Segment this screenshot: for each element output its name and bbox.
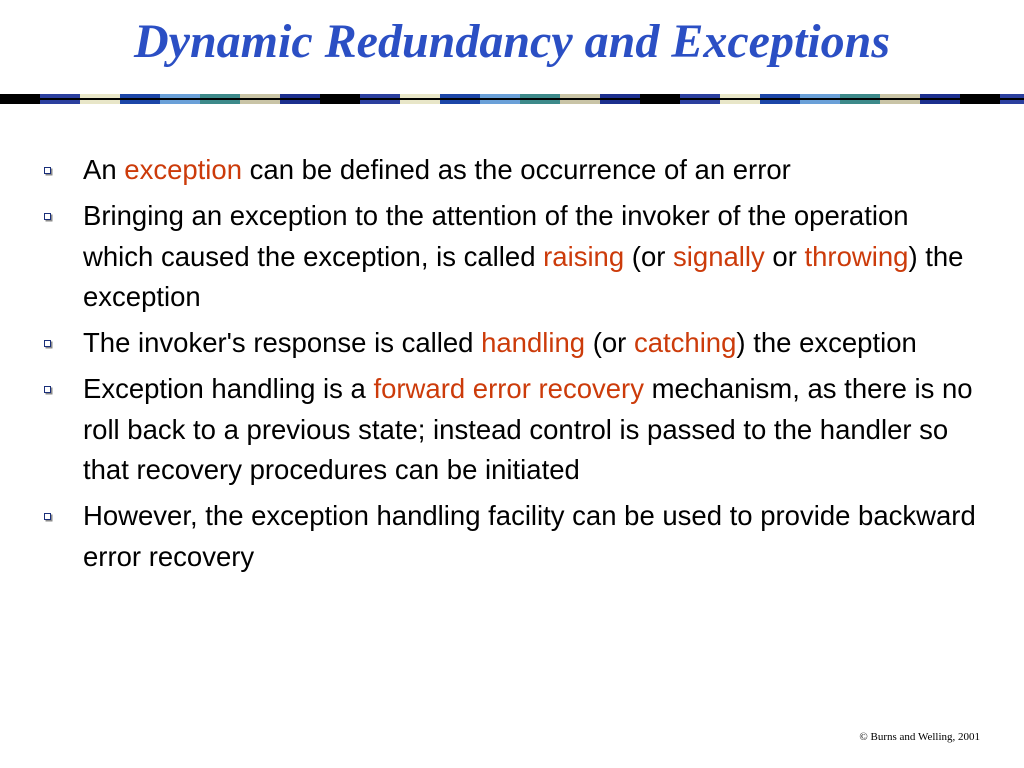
bullet-list bbox=[44, 150, 984, 583]
highlighted-term: throwing bbox=[804, 240, 909, 272]
highlighted-term: catching bbox=[633, 327, 737, 358]
square-bullet-icon bbox=[44, 213, 51, 220]
bullet-text: The invoker's response is called bbox=[83, 327, 482, 358]
bullet-text: (or bbox=[624, 240, 674, 272]
highlighted-term: exception bbox=[124, 154, 243, 185]
square-bullet-icon bbox=[44, 167, 51, 174]
bullet-item bbox=[44, 196, 984, 318]
bullet-text: ) the exception bbox=[736, 327, 917, 358]
bullet-text: An bbox=[83, 154, 125, 185]
bullet-item bbox=[44, 496, 984, 577]
bullet-text: Exception handling is a bbox=[83, 373, 374, 404]
bullet-item bbox=[44, 369, 984, 491]
bullet-text: mechanism, as there is no roll back to a previous state; instead control is passed to the handler so that recovery procedures can be initiated bbox=[83, 373, 973, 485]
bullet-text: However, the exception handling facility can be used to provide backward error recovery bbox=[83, 500, 976, 572]
highlighted-term: handling bbox=[481, 327, 586, 358]
square-bullet-icon bbox=[44, 386, 51, 393]
highlighted-term: raising bbox=[543, 240, 625, 272]
bullet-text: can be defined as the occurrence of an error bbox=[242, 154, 791, 185]
highlighted-term: forward error recovery bbox=[373, 373, 644, 404]
slide-title: Dynamic Redundancy and Exceptions bbox=[133, 15, 891, 68]
bullet-text: Bringing an exception to the attention of the invoker of the operation which caused the exception, is called bbox=[83, 200, 909, 272]
bullet-text: or bbox=[764, 240, 805, 272]
bullet-text: (or bbox=[585, 327, 634, 358]
square-bullet-icon bbox=[44, 340, 51, 347]
copyright-footer: © Burns and Welling, 2001 bbox=[859, 731, 980, 743]
square-bullet-icon bbox=[44, 513, 51, 520]
bullet-item bbox=[44, 150, 984, 191]
bullet-text: ) the exception bbox=[83, 240, 964, 312]
highlighted-term: signally bbox=[673, 240, 765, 272]
bullet-item bbox=[44, 323, 984, 364]
decorative-stripe bbox=[0, 94, 1024, 104]
stripe-line bbox=[0, 98, 1024, 100]
